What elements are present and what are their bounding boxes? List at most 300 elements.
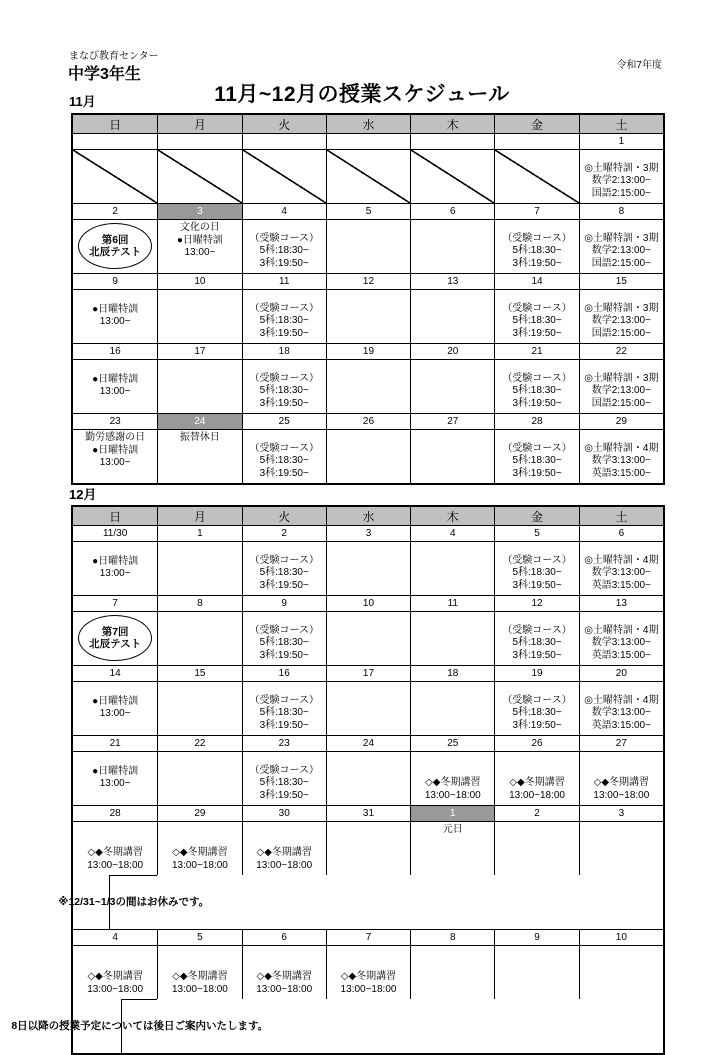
event-line: 13:00~18:00 [340,983,397,995]
date-cell: 1 [579,133,663,149]
event-cell [242,751,326,805]
empty-cell [157,289,241,343]
event-line: ●日曜特訓 [92,695,139,707]
date-cell: 25 [410,735,494,751]
event-line: 数学2:13:00~ [591,175,651,186]
page-title: 11月~12月の授業スケジュール [214,83,510,106]
date-cell: 21 [494,343,578,359]
date-cell: 11 [410,595,494,611]
content-row [73,429,663,483]
event-line: （受験コース） [249,624,319,636]
event-line: 13:00~18:00 [509,789,565,801]
content-row [73,541,663,595]
event-line: 13:00~18:00 [87,983,144,995]
event-line: 3科:19:50~ [259,467,309,479]
event-line: （受験コース） [249,554,319,566]
event-line: （受験コース） [249,372,319,384]
holiday-label: 勤労感謝の日 [85,432,146,443]
date-cell [410,133,494,149]
date-cell: 30 [242,805,326,821]
empty-cell [410,611,494,665]
event-line: ◎土曜特訓・4期 [584,624,659,636]
day-header-cell: 火 [242,507,326,525]
content-row [73,289,663,343]
content-row [73,359,663,413]
content-row [73,681,663,735]
event-line: 5科:18:30~ [259,777,309,788]
month-label: 12月 [69,487,97,502]
event-line: ●日曜特訓 [92,373,139,385]
event-line: 北辰テスト [89,246,142,258]
event-cell [579,541,663,595]
event-line: ◎土曜特訓・4期 [584,442,659,454]
event-line: 3科:19:50~ [512,397,562,409]
date-cell: 28 [73,805,157,821]
event-cell [579,149,663,203]
empty-cell [326,751,410,805]
event-line: 3科:19:50~ [259,327,309,339]
event-cell [494,541,578,595]
date-row [73,805,663,821]
event-line: 5科:18:30~ [259,637,309,648]
date-cell: 22 [157,735,241,751]
event-cell [73,541,157,595]
holiday-label: 元日 [442,824,463,835]
day-header-cell: 木 [410,115,494,133]
event-line: 国語2:15:00~ [591,397,651,409]
event-cell [579,751,663,805]
event-line: 13:00~ [99,386,131,397]
event-cell [579,219,663,273]
event-line: （受験コース） [249,694,319,706]
no-class-slash-icon [494,149,578,203]
date-cell: 5 [326,203,410,219]
date-cell: 11/30 [73,525,157,541]
event-line: 13:00~18:00 [87,859,144,871]
empty-cell [326,429,410,483]
event-line: ◎土曜特訓・3期 [584,162,659,174]
empty-cell [326,289,410,343]
date-row [73,735,663,751]
event-cell [157,219,241,273]
event-cell [73,611,157,665]
event-cell [73,681,157,735]
content-row [11,945,663,1053]
date-cell: 5 [494,525,578,541]
fiscal-year-label: 令和7年度 [616,60,662,71]
date-row [73,133,663,149]
date-cell: 15 [579,273,663,289]
event-line: 国語2:15:00~ [591,327,651,339]
event-line: （受験コース） [249,232,319,244]
date-cell: 2 [494,805,578,821]
event-cell [494,359,578,413]
empty-cell [326,219,410,273]
event-line: 3科:19:50~ [259,789,309,801]
date-cell: 18 [242,343,326,359]
event-line: 13:00~ [99,316,131,327]
event-cell [494,751,578,805]
event-cell [242,681,326,735]
no-class-slash-icon [410,149,494,203]
date-row [73,525,663,541]
event-line: 3科:19:50~ [512,719,562,731]
event-cell [579,429,663,483]
event-line: （受験コース） [502,302,572,314]
event-line: 13:00~ [99,778,131,789]
empty-cell [579,945,663,999]
date-cell: 14 [73,665,157,681]
date-cell: 10 [326,595,410,611]
date-cell: 26 [326,413,410,429]
date-cell: 3 [157,203,241,219]
event-line: 3科:19:50~ [512,467,562,479]
event-cell [579,359,663,413]
date-cell: 6 [579,525,663,541]
event-line: ◎土曜特訓・3期 [584,232,659,244]
date-cell [242,133,326,149]
event-line: 13:00~ [184,247,216,258]
event-line: ◎土曜特訓・4期 [584,554,659,566]
date-cell: 15 [157,665,241,681]
event-line: 第6回 [101,234,129,246]
date-row [73,343,663,359]
date-cell [157,133,241,149]
date-cell: 3 [326,525,410,541]
event-line: 英語3:15:00~ [591,579,651,591]
event-line: 13:00~ [99,708,131,719]
event-line: （受験コース） [502,554,572,566]
date-row [73,413,663,429]
grade-title: 中学3年生 [68,66,141,83]
event-line: 5科:18:30~ [259,245,309,256]
event-cell [73,945,157,999]
event-line: ◇◆冬期講習 [509,777,565,788]
empty-cell [579,821,663,875]
month-label: 11月 [69,94,96,109]
day-header-cell: 金 [494,507,578,525]
event-cell [579,611,663,665]
event-line: 13:00~18:00 [171,859,228,871]
event-line: 英語3:15:00~ [591,649,651,661]
event-line: 13:00~ [99,457,131,468]
date-cell: 28 [494,413,578,429]
event-line: 国語2:15:00~ [591,257,651,269]
date-cell [326,133,410,149]
empty-cell [410,219,494,273]
event-line: 5科:18:30~ [512,385,562,396]
event-line: 3科:19:50~ [259,397,309,409]
event-line: （受験コース） [249,302,319,314]
date-cell: 13 [410,273,494,289]
date-cell: 10 [157,273,241,289]
date-cell: 9 [494,929,578,945]
event-cell [73,751,157,805]
empty-cell [157,611,241,665]
event-line: 5科:18:30~ [512,637,562,648]
event-line: 3科:19:50~ [512,327,562,339]
event-cell [157,429,241,483]
event-cell [579,681,663,735]
event-line: 国語2:15:00~ [591,187,651,199]
no-class-slash-icon [242,149,326,203]
event-line: ◎土曜特訓・3期 [584,372,659,384]
event-line: 5科:18:30~ [259,315,309,326]
event-line: ●日曜特訓 [92,444,139,456]
empty-cell [157,751,241,805]
date-cell [494,133,578,149]
date-cell: 6 [242,929,326,945]
day-header-cell: 金 [494,115,578,133]
event-cell [73,289,157,343]
date-cell: 19 [326,343,410,359]
event-cell [242,945,326,999]
date-cell: 23 [242,735,326,751]
event-line: ◇◆冬期講習 [425,777,481,788]
event-cell [73,219,157,273]
date-cell: 8 [410,929,494,945]
date-cell: 9 [242,595,326,611]
empty-cell [494,945,578,999]
event-line: 北辰テスト [89,638,142,650]
event-line: （受験コース） [502,442,572,454]
event-line: 13:00~ [99,568,131,579]
content-row [73,149,663,203]
date-cell: 1 [410,805,494,821]
date-cell: 10 [579,929,663,945]
event-line: 3科:19:50~ [259,649,309,661]
no-class-slash-icon [73,149,157,203]
date-cell: 19 [494,665,578,681]
date-cell: 16 [73,343,157,359]
event-line: 3科:19:50~ [259,257,309,269]
date-cell: 26 [494,735,578,751]
event-line: ●日曜特訓 [92,765,139,777]
event-line: ◇◆冬期講習 [87,971,143,982]
event-line: ●日曜特訓 [92,555,139,567]
empty-cell [410,541,494,595]
day-header-cell: 水 [326,115,410,133]
event-cell [579,289,663,343]
date-cell: 13 [579,595,663,611]
event-line: 13:00~18:00 [424,789,481,801]
event-line: 5科:18:30~ [512,455,562,466]
day-header-cell: 火 [242,115,326,133]
event-line: 5科:18:30~ [259,567,309,578]
date-cell: 20 [579,665,663,681]
event-line: 5科:18:30~ [259,385,309,396]
event-cell [494,681,578,735]
date-cell: 7 [73,595,157,611]
day-header-cell: 木 [410,507,494,525]
event-line: 3科:19:50~ [259,579,309,591]
content-row [73,611,663,665]
event-cell [242,219,326,273]
event-cell [410,751,494,805]
event-line: ◇◆冬期講習 [340,971,397,982]
date-cell: 1 [157,525,241,541]
day-header-cell: 月 [157,507,241,525]
no-class-slash-icon [326,149,410,203]
event-line: 数学2:13:00~ [591,315,651,326]
day-header-row [73,115,663,133]
event-line: 5科:18:30~ [512,315,562,326]
date-cell: 29 [157,805,241,821]
empty-cell [326,681,410,735]
date-cell: 5 [157,929,241,945]
date-cell: 2 [73,203,157,219]
event-cell [242,541,326,595]
date-cell: 29 [579,413,663,429]
date-cell: 8 [157,595,241,611]
event-cell [326,945,410,999]
empty-cell [494,821,578,875]
date-cell: 7 [494,203,578,219]
event-line: ◇◆冬期講習 [593,777,650,788]
event-line: ◇◆冬期講習 [256,847,312,858]
date-cell: 9 [73,273,157,289]
no-class-slash-icon [157,149,241,203]
day-header-row [73,507,663,525]
event-line: 第7回 [101,626,129,638]
holiday-label: 文化の日 [179,222,220,233]
event-line: 数学3:13:00~ [591,455,651,466]
event-cell [73,429,157,483]
date-row [73,203,663,219]
event-line: （受験コース） [502,372,572,384]
date-row [73,929,663,945]
date-cell: 12 [326,273,410,289]
event-line: ◇◆冬期講習 [87,847,143,858]
event-cell [242,821,326,875]
event-cell [242,611,326,665]
event-line: （受験コース） [502,232,572,244]
date-cell: 4 [242,203,326,219]
event-line: 英語3:15:00~ [591,719,651,731]
day-header-cell: 水 [326,507,410,525]
event-line: 5科:18:30~ [512,707,562,718]
event-cell [494,429,578,483]
event-cell [410,821,494,875]
empty-cell [157,541,241,595]
content-row [73,219,663,273]
empty-cell [326,821,410,875]
event-line: 英語3:15:00~ [591,467,651,479]
event-line: 数学3:13:00~ [591,567,651,578]
event-cell [157,945,241,999]
event-line: ●日曜特訓 [176,234,223,246]
empty-cell [157,681,241,735]
empty-cell [326,611,410,665]
date-cell: 24 [326,735,410,751]
event-line: （受験コース） [249,442,319,454]
date-cell [73,133,157,149]
date-cell: 2 [242,525,326,541]
day-header-cell: 土 [579,115,663,133]
event-line: 13:00~18:00 [171,983,228,995]
hokushin-test-badge [78,615,152,661]
event-cell [242,359,326,413]
date-cell: 4 [410,525,494,541]
content-row [58,821,663,929]
event-cell [494,289,578,343]
empty-cell [410,359,494,413]
empty-cell [326,541,410,595]
event-line: 3科:19:50~ [512,579,562,591]
empty-cell [157,359,241,413]
event-line: ◇◆冬期講習 [172,847,228,858]
event-cell [242,289,326,343]
date-cell: 7 [326,929,410,945]
event-line: 13:00~18:00 [593,789,650,801]
date-cell: 31 [326,805,410,821]
empty-cell [410,945,494,999]
date-cell: 23 [73,413,157,429]
date-row [73,665,663,681]
hokushin-test-badge [78,223,152,269]
organization-name: まなび教育センター [69,51,159,62]
event-line: 3科:19:50~ [512,257,562,269]
date-cell: 14 [494,273,578,289]
event-line: 数学2:13:00~ [591,385,651,396]
day-header-cell: 日 [73,507,157,525]
content-row [73,751,663,805]
event-line: 5科:18:30~ [512,245,562,256]
calendar-december [11,505,665,1055]
empty-cell [326,359,410,413]
holiday-label: 振替休日 [179,432,220,443]
event-cell [242,429,326,483]
event-cell [494,219,578,273]
empty-cell [410,429,494,483]
date-cell: 18 [410,665,494,681]
date-cell: 17 [326,665,410,681]
event-line: ◎土曜特訓・4期 [584,694,659,706]
date-cell: 4 [73,929,157,945]
event-line: 5科:18:30~ [259,707,309,718]
date-row [73,595,663,611]
date-cell: 12 [494,595,578,611]
event-line: 5科:18:30~ [259,455,309,466]
event-line: 5科:18:30~ [512,567,562,578]
date-row [73,273,663,289]
event-line: （受験コース） [249,764,319,776]
event-line: 3科:19:50~ [512,649,562,661]
event-line: 数学3:13:00~ [591,707,651,718]
empty-cell [410,289,494,343]
event-line: 数学3:13:00~ [591,637,651,648]
event-cell [73,821,157,875]
date-cell: 16 [242,665,326,681]
event-cell [73,359,157,413]
date-cell: 8 [579,203,663,219]
event-line: ◎土曜特訓・3期 [584,302,659,314]
date-cell: 11 [242,273,326,289]
date-cell: 22 [579,343,663,359]
event-line: 13:00~18:00 [256,859,313,871]
event-line: 数学2:13:00~ [591,245,651,256]
event-line: ◇◆冬期講習 [256,971,312,982]
date-cell: 27 [579,735,663,751]
event-line: ●日曜特訓 [92,303,139,315]
date-cell: 17 [157,343,241,359]
holiday-closure-note: ※12/31~1/3の間はお休みです。 [109,875,157,929]
event-cell [157,821,241,875]
date-cell: 20 [410,343,494,359]
future-schedule-note: 8日以降の授業予定については後日ご案内いたします。 [121,999,157,1053]
event-line: 3科:19:50~ [259,719,309,731]
event-line: （受験コース） [502,694,572,706]
